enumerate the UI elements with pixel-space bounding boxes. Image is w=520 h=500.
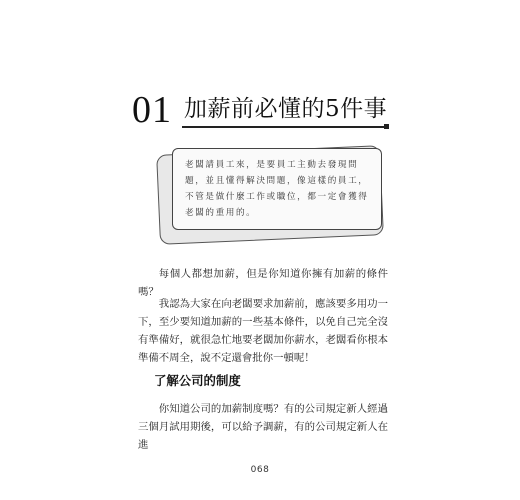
title-underline-end-mark [384,124,389,129]
body-paragraph-1: 每個人都想加薪，但是你知道你擁有加薪的條件嗎？ [138,268,388,298]
callout-text: 老闆請員工來，是要員工主動去發現問題，並且懂得解決問題，像這樣的員工，不管是做什麼工作或職位，都一定會獲得老闆的重用的。 [185,160,369,218]
body-paragraph-3: 你知道公司的加薪制度嗎？有的公司規定新人經過三個月試用期後，可以給予調薪，有的公司規定新人在進 [138,403,388,451]
section-heading: 了解公司的制度 [154,373,241,388]
chapter-title: 加薪前必懂的5件事 [184,96,388,122]
chapter-header [132,88,392,136]
title-underline [182,126,388,128]
callout-box [172,148,382,230]
body-paragraph-2: 我認為大家在向老闆要求加薪前，應該要多用功一下，至少要知道加薪的一些基本條件，以免自己完全沒有準備好，就很急忙地要老闆加你薪水，老闆看你根本準備不周全，說不定還會批你一頓呢！ [138,298,388,364]
chapter-number: 01 [132,89,172,131]
page-number: 068 [250,465,270,475]
